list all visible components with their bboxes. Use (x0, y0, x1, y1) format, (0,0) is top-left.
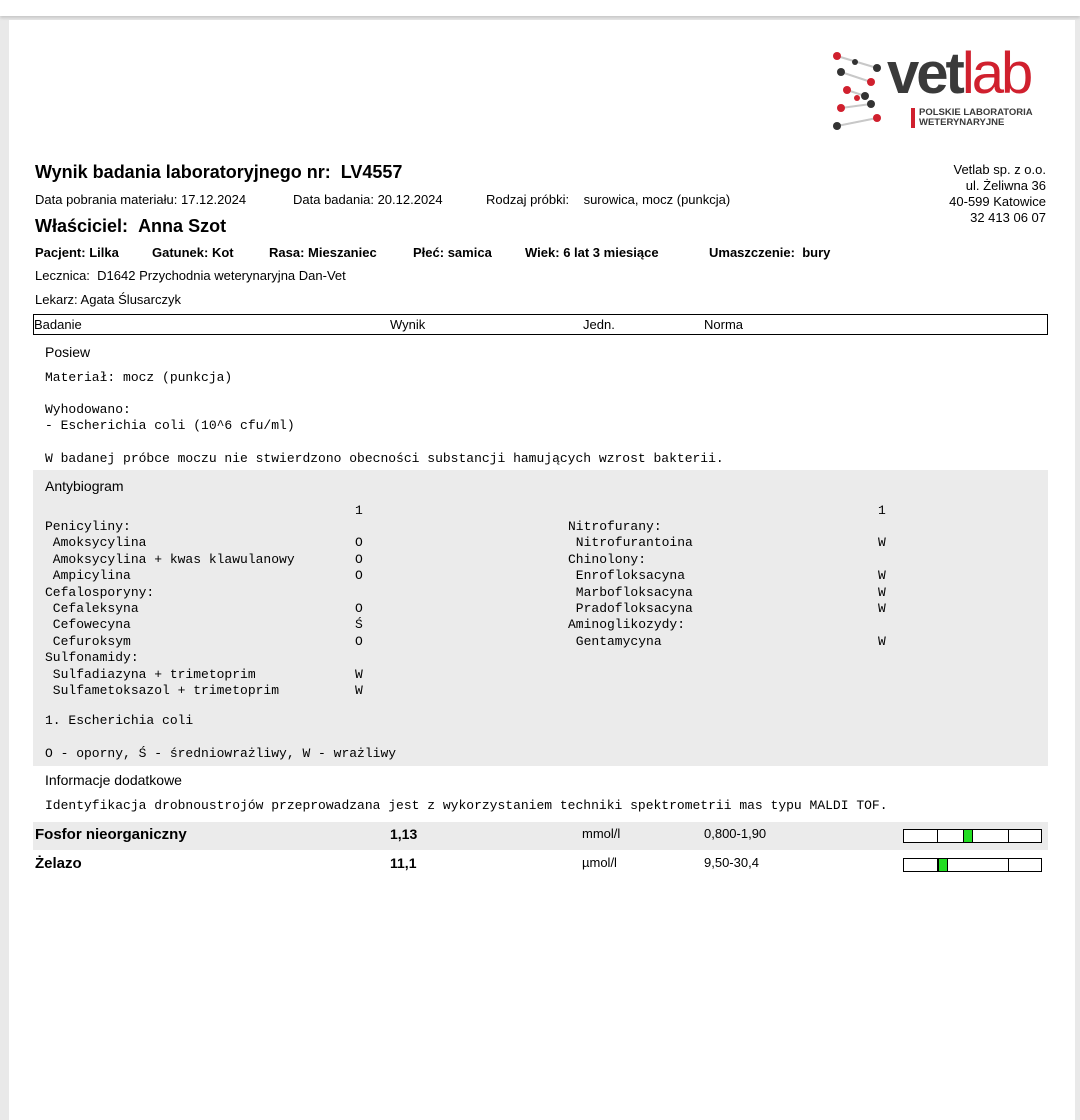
col-norm: Norma (704, 317, 744, 332)
col-result: Wynik (390, 317, 426, 332)
left-antibiotic-name: Sulfadiazyna + trimetoprim (45, 666, 256, 682)
antibiogram-col-left: 1 (355, 503, 363, 518)
col-unit: Jedn. (583, 317, 615, 332)
extra-info-title: Informacje dodatkowe (45, 772, 182, 788)
result-range-bar (903, 858, 1042, 872)
left-antibiotic-result: W (355, 666, 363, 682)
range-limit-tick (937, 830, 938, 842)
right-antibiotic-name: Pradofloksacyna (568, 601, 693, 616)
left-antibiotic-name: Amoksycylina (45, 535, 147, 551)
result-unit: µmol/l (582, 855, 617, 870)
left-antibiotic-name: Amoksycylina + kwas klawulanowy (45, 551, 295, 567)
dna-helix-icon (827, 48, 889, 134)
result-name: Fosfor nieorganiczny (35, 826, 187, 843)
lab-address: Vetlab sp. z o.o. ul. Żeliwna 36 40-599 Katowice 32 413 06 07 (949, 162, 1046, 225)
right-antibiotic-name: Marbofloksacyna (568, 584, 693, 600)
right-antibiotic-name: Nitrofurany: (568, 519, 662, 534)
left-antibiotic-result: O (355, 551, 363, 567)
results-table-header (33, 314, 1048, 335)
sample-date: Data pobrania materiału: 17.12.2024 (35, 192, 247, 207)
left-antibiotic-name: Cefowecyna (45, 617, 131, 633)
result-range-bar (903, 829, 1042, 843)
result-name: Żelazo (35, 855, 82, 872)
result-value: 11,1 (390, 855, 417, 871)
extra-info-text: Identyfikacja drobnoustrojów przeprowadzana jest z wykorzystaniem techniki spektrometrii mas typu MALDI TOF. (45, 798, 888, 813)
owner: Właściciel: Anna Szot (35, 216, 227, 236)
left-antibiotic-result: O (355, 568, 363, 584)
left-antibiotic-name: Ampicylina (45, 568, 131, 584)
right-antibiotic-name: Enrofloksacyna (568, 568, 686, 584)
patient-age: Wiek: 6 lat 3 miesiące (525, 245, 659, 260)
right-antibiotic-result: W (878, 568, 886, 584)
antibiogram-section (33, 470, 1048, 766)
right-antibiotic-name: Nitrofurantoina (568, 535, 693, 551)
result-unit: mmol/l (582, 826, 621, 841)
logo-subtitle: POLSKIE LABORATORIA WETERYNARYJNE (911, 108, 1033, 128)
clinic: Lecznica: D1642 Przychodnia weterynaryjna Dan-Vet (35, 268, 346, 283)
result-level-marker (963, 830, 973, 842)
antibiogram-footnote: 1. Escherichia coli (45, 713, 194, 728)
lab-report-page (9, 20, 1075, 1120)
patient-name: Pacjent: Lilka (35, 245, 119, 260)
left-antibiotic-name: Cefuroksym (45, 633, 131, 649)
left-antibiotic-result: Ś (355, 617, 363, 633)
right-antibiotic-result: W (878, 584, 886, 600)
culture-title: Posiew (45, 344, 91, 360)
right-antibiotic-name: Chinolony: (568, 551, 647, 567)
left-antibiotic-name: Penicyliny: (45, 519, 131, 534)
left-antibiotic-name: Sulfonamidy: (45, 650, 139, 666)
report-title: Wynik badania laboratoryjnego nr: LV4557 (35, 162, 403, 182)
culture-note: W badanej próbce moczu nie stwierdzono obecności substancji hamujących wzrost bakterii. (45, 451, 724, 466)
left-antibiotic-result: O (355, 535, 363, 551)
result-norm: 0,800-1,90 (704, 826, 767, 841)
left-antibiotic-name: Cefaleksyna (45, 601, 139, 616)
previous-page-edge (0, 0, 1080, 16)
range-limit-tick (1008, 830, 1009, 842)
vetlab-logo (827, 41, 1057, 134)
culture-organism: - Escherichia coli (10^6 cfu/ml) (45, 418, 295, 433)
patient-sex: Płeć: samica (413, 245, 492, 260)
logo-wordmark: vetlab (887, 41, 1031, 106)
culture-material: Materiał: mocz (punkcja) (45, 370, 233, 385)
left-antibiotic-result: O (355, 601, 363, 616)
right-antibiotic-result: W (878, 535, 886, 551)
left-antibiotic-result: O (355, 633, 363, 649)
col-test: Badanie (34, 317, 82, 332)
test-date: Data badania: 20.12.2024 (293, 192, 443, 207)
result-level-marker (938, 859, 948, 871)
result-value: 1,13 (390, 826, 418, 842)
left-antibiotic-name: Sulfametoksazol + trimetoprim (45, 683, 280, 698)
left-antibiotic-result: W (355, 683, 363, 698)
doctor: Lekarz: Agata Ślusarczyk (35, 292, 181, 307)
patient-breed: Rasa: Mieszaniec (269, 245, 377, 260)
right-antibiotic-result: W (878, 633, 886, 649)
right-antibiotic-result: W (878, 601, 886, 616)
right-antibiotic-name: Aminoglikozydy: (568, 617, 686, 633)
antibiogram-col-right: 1 (878, 503, 886, 518)
patient-species: Gatunek: Kot (152, 245, 234, 260)
antibiogram-title: Antybiogram (45, 478, 124, 494)
result-norm: 9,50-30,4 (704, 855, 759, 870)
culture-grown-label: Wyhodowano: (45, 402, 131, 417)
sample-type: Rodzaj próbki: surowica, mocz (punkcja) (486, 192, 731, 207)
right-antibiotic-name: Gentamycyna (568, 633, 662, 649)
left-antibiotic-name: Cefalosporyny: (45, 584, 155, 600)
range-limit-tick (1008, 859, 1009, 871)
patient-coat-color: Umaszczenie: bury (709, 245, 831, 260)
antibiogram-legend: O - oporny, Ś - średniowrażliwy, W - wrażliwy (45, 746, 397, 761)
